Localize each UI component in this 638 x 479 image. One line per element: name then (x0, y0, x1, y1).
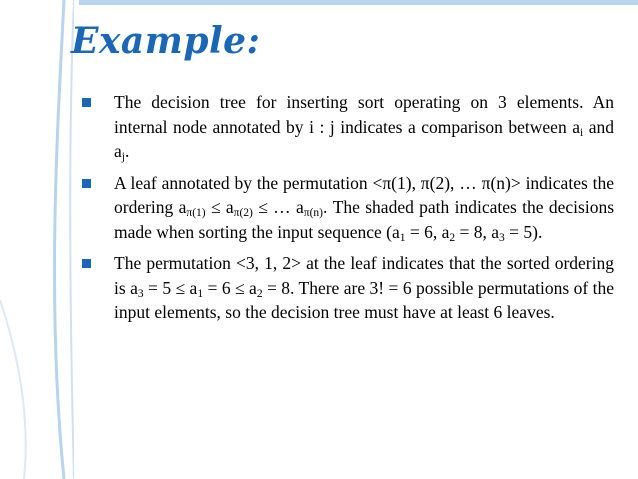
text: ≤ … a (252, 197, 304, 217)
text: = 8. There are 3! = 6 possible permutations of the input elements, so the decision tree must have at least 6 leaves. (114, 277, 615, 322)
text: . The shaded path indicates the decisions made when sorting the input sequence (a (114, 197, 615, 242)
text: The permutation <3, 1, 2> at the leaf indicates that the sorted ordering is a (114, 253, 614, 298)
text: = 6 ≤ a (203, 277, 257, 298)
bullet-item-leaf-permutation (82, 171, 614, 245)
subscript: 3 (137, 287, 144, 300)
subscript: 3 (499, 231, 505, 244)
square-bullet-icon (82, 179, 91, 188)
left-decor-curves (0, 0, 74, 479)
square-bullet-icon (82, 98, 91, 107)
text: = 5 ≤ a (143, 277, 198, 298)
subscript: π(2) (233, 207, 253, 219)
subscript: π(n) (303, 207, 323, 219)
subscript: 2 (256, 287, 263, 300)
subscript: π(1) (186, 207, 206, 219)
text: The decision tree for inserting sort operating on 3 elements. An internal node annotated by i : j indicates a comparison between a (114, 92, 614, 137)
text: = 6, a (405, 221, 450, 242)
subscript: 1 (399, 231, 406, 244)
subscript: j (121, 151, 125, 163)
text: A leaf annotated by the permutation <π(1), π(2), … π(n)> indicates the ordering a (114, 172, 614, 217)
subscript: i (580, 126, 584, 139)
bullet-item-decision-tree (82, 90, 614, 164)
text: = 8, a (455, 221, 500, 242)
bullet-item-sorted-ordering (82, 251, 614, 325)
text: ≤ a (205, 197, 234, 217)
bullet-list (82, 90, 614, 332)
text: = 5). (504, 221, 543, 242)
square-bullet-icon (82, 259, 91, 268)
subscript: 2 (449, 231, 456, 244)
slide-title: Example: (71, 20, 261, 62)
text: and a (114, 116, 614, 161)
text: . (124, 141, 130, 161)
subscript: 1 (197, 287, 204, 300)
